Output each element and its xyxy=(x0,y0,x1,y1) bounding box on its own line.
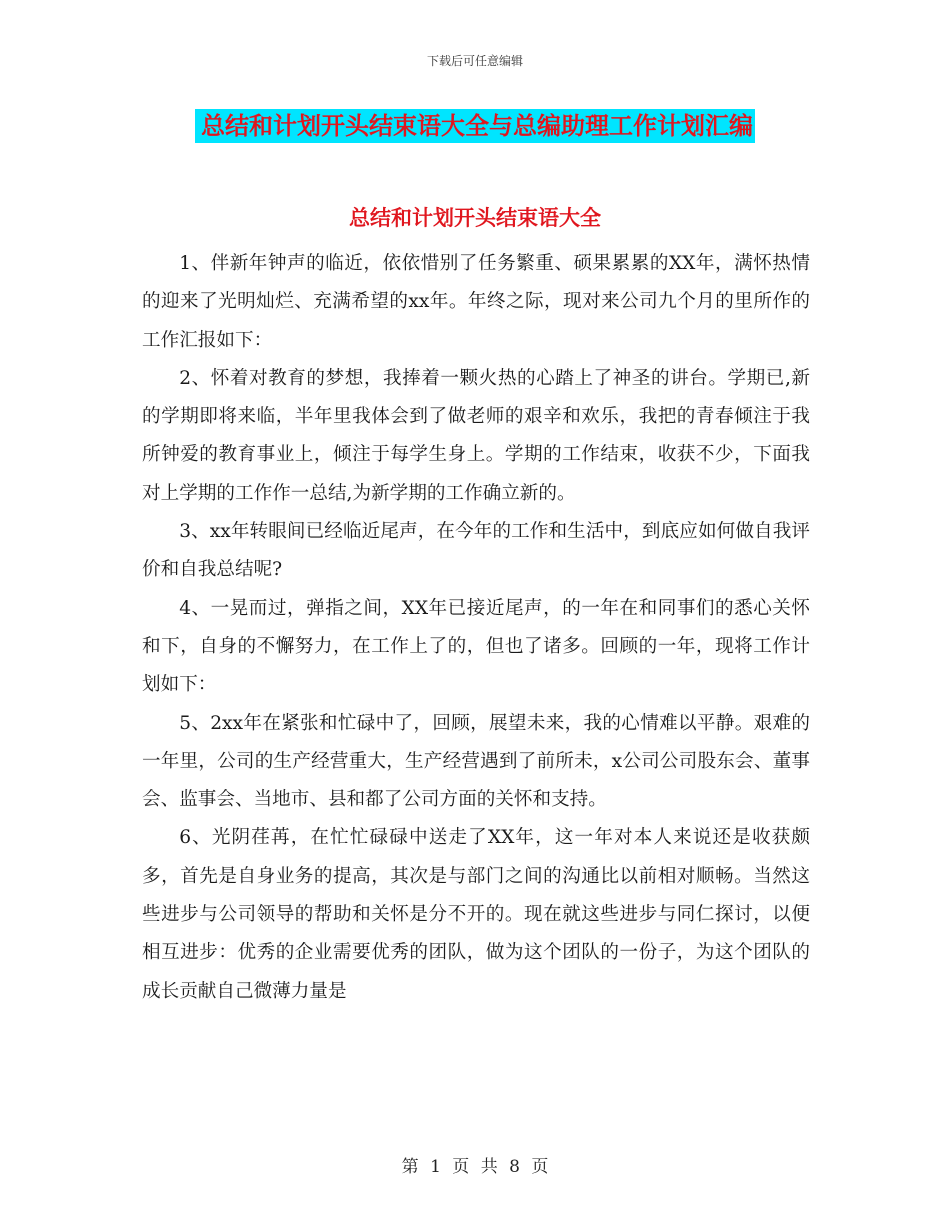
page-header: 下载后可任意编辑 xyxy=(426,54,523,68)
paragraph-6: 6、光阴荏苒，在忙忙碌碌中送走了XX年，这一年对本人来说还是收获颇多，首先是自身业务的提高，其次是与部门之间的沟通比以前相对顺畅。当然这些进步与公司领导的帮助和关怀是分不开的。现在就这些进步与同仁探讨，以便相互进步：优秀的企业需要优秀的团队，做为这个团队的一份子，为这个团队的成长贡献自己微薄力量是 xyxy=(142,827,810,1002)
paragraph-5: 5、2xx年在紧张和忙碌中了，回顾，展望未来，我的心情难以平静。艰难的一年里，公司的生产经营重大，生产经营遇到了前所未，x公司公司股东会、董事会、监事会、当地市、县和都了公司方面的关怀和支持。 xyxy=(142,712,810,811)
document-title: 总结和计划开头结束语大全与总编助理工作计划汇编 xyxy=(195,109,755,143)
paragraph-2: 2、怀着对教育的梦想，我捧着一颗火热的心踏上了神圣的讲台。学期已,新的学期即将来临，半年里我体会到了做老师的艰辛和欢乐，我把的青春倾注于我所钟爱的教育事业上，倾注于每学生身上。学期的工作结束，收获不少，下面我对上学期的工作作一总结,为新学期的工作确立新的。 xyxy=(142,367,810,504)
document-body xyxy=(142,245,810,1011)
paragraph-1: 1、伴新年钟声的临近，依依惜别了任务繁重、硕果累累的XX年，满怀热情的迎来了光明灿烂、充满希望的xx年。年终之际，现对来公司九个月的里所作的工作汇报如下： xyxy=(142,253,810,351)
document-title-container xyxy=(0,109,950,143)
paragraph-4: 4、一晃而过，弹指之间，XX年已接近尾声，的一年在和同事们的悉心关怀和下，自身的不懈努力，在工作上了的，但也了诸多。回顾的一年，现将工作计划如下： xyxy=(142,597,810,696)
section-title: 总结和计划开头结束语大全 xyxy=(349,205,601,230)
page-footer: 第 1 页 共 8 页 xyxy=(401,1157,549,1177)
paragraph-3: 3、xx年转眼间已经临近尾声，在今年的工作和生活中，到底应如何做自我评价和自我总结呢? xyxy=(142,521,810,581)
